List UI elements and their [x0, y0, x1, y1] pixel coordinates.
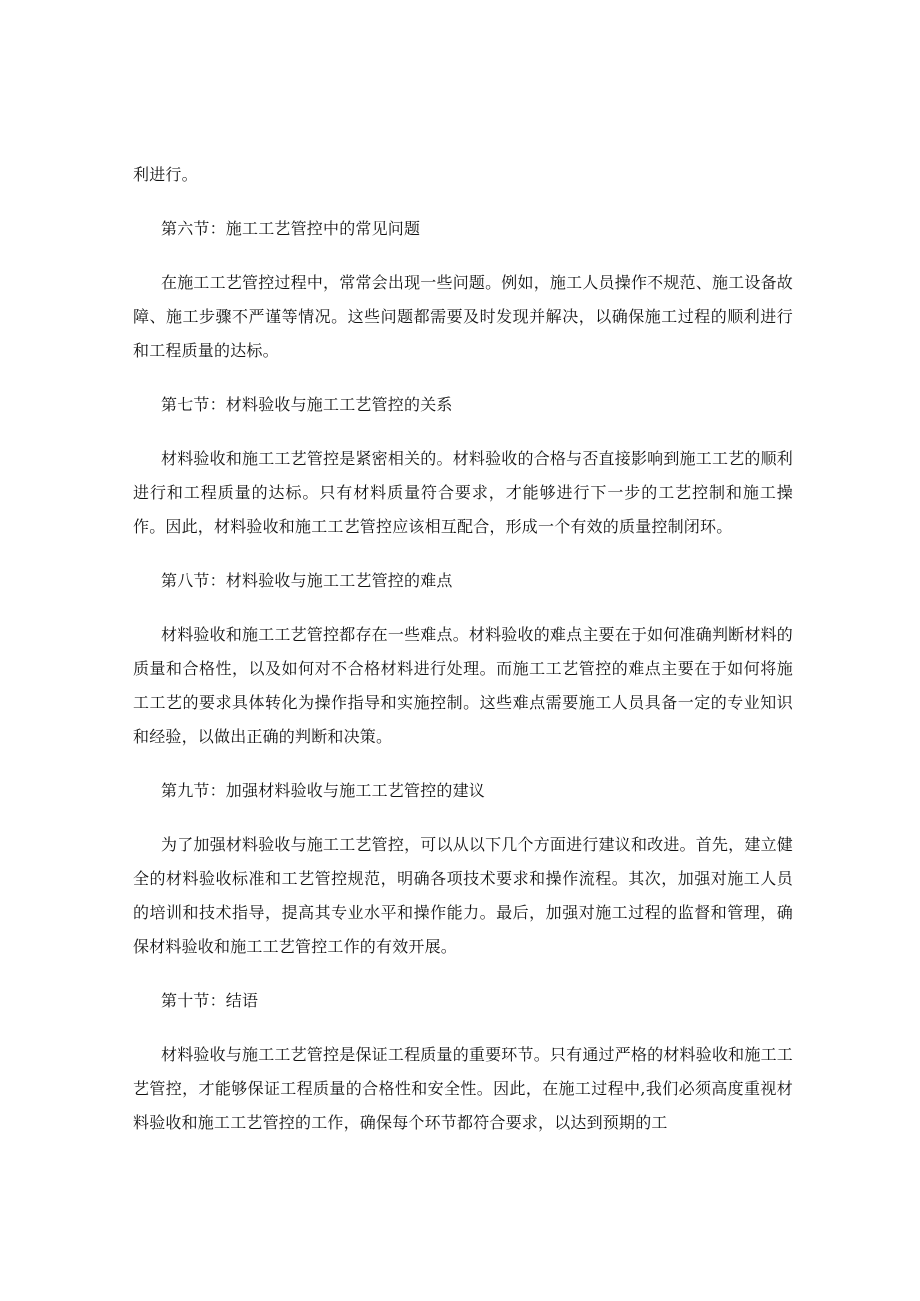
section-10-body: 材料验收与施工工艺管控是保证工程质量的重要环节。只有通过严格的材料验收和施工工艺管控，才能够保证工程质量的合格性和安全性。因此，在施工过程中,我们必须高度重视材料验收和施工工艺管控的工作，确保每个环节都符合要求，以达到预期的工 [133, 1045, 793, 1132]
section-6-heading: 第六节：施工工艺管控中的常见问题 [161, 219, 421, 238]
section-7-body: 材料验收和施工工艺管控是紧密相关的。材料验收的合格与否直接影响到施工工艺的顺利进行和工程质量的达标。只有材料质量符合要求，才能够进行下一步的工艺控制和施工操作。因此，材料验收和施工工艺管控应该相互配合，形成一个有效的质量控制闭环。 [133, 449, 793, 536]
section-9-body: 为了加强材料验收与施工工艺管控，可以从以下几个方面进行建议和改进。首先，建立健全的材料验收标准和工艺管控规范，明确各项技术要求和操作流程。其次，加强对施工人员的培训和技术指导，提高其专业水平和操作能力。最后，加强对施工过程的监督和管理，确保材料验收和施工工艺管控工作的有效开展。 [133, 835, 793, 956]
section-8-body: 材料验收和施工工艺管控都存在一些难点。材料验收的难点主要在于如何准确判断材料的质量和合格性，以及如何对不合格材料进行处理。而施工工艺管控的难点主要在于如何将施工工艺的要求具体转化为操作指导和实施控制。这些难点需要施工人员具备一定的专业知识和经验，以做出正确的判断和决策。 [133, 625, 793, 746]
section-9-heading: 第九节：加强材料验收与施工工艺管控的建议 [161, 781, 486, 800]
continuation-text: 利进行。 [133, 165, 198, 184]
section-8-heading: 第八节：材料验收与施工工艺管控的难点 [161, 571, 453, 590]
section-7-heading: 第七节：材料验收与施工工艺管控的关系 [161, 395, 453, 414]
document-body [133, 158, 793, 1160]
section-6-body: 在施工工艺管控过程中，常常会出现一些问题。例如，施工人员操作不规范、施工设备故障、施工步骤不严谨等情况。这些问题都需要及时发现并解决，以确保施工过程的顺利进行和工程质量的达标。 [133, 273, 793, 360]
section-10-heading: 第十节：结语 [161, 991, 259, 1010]
